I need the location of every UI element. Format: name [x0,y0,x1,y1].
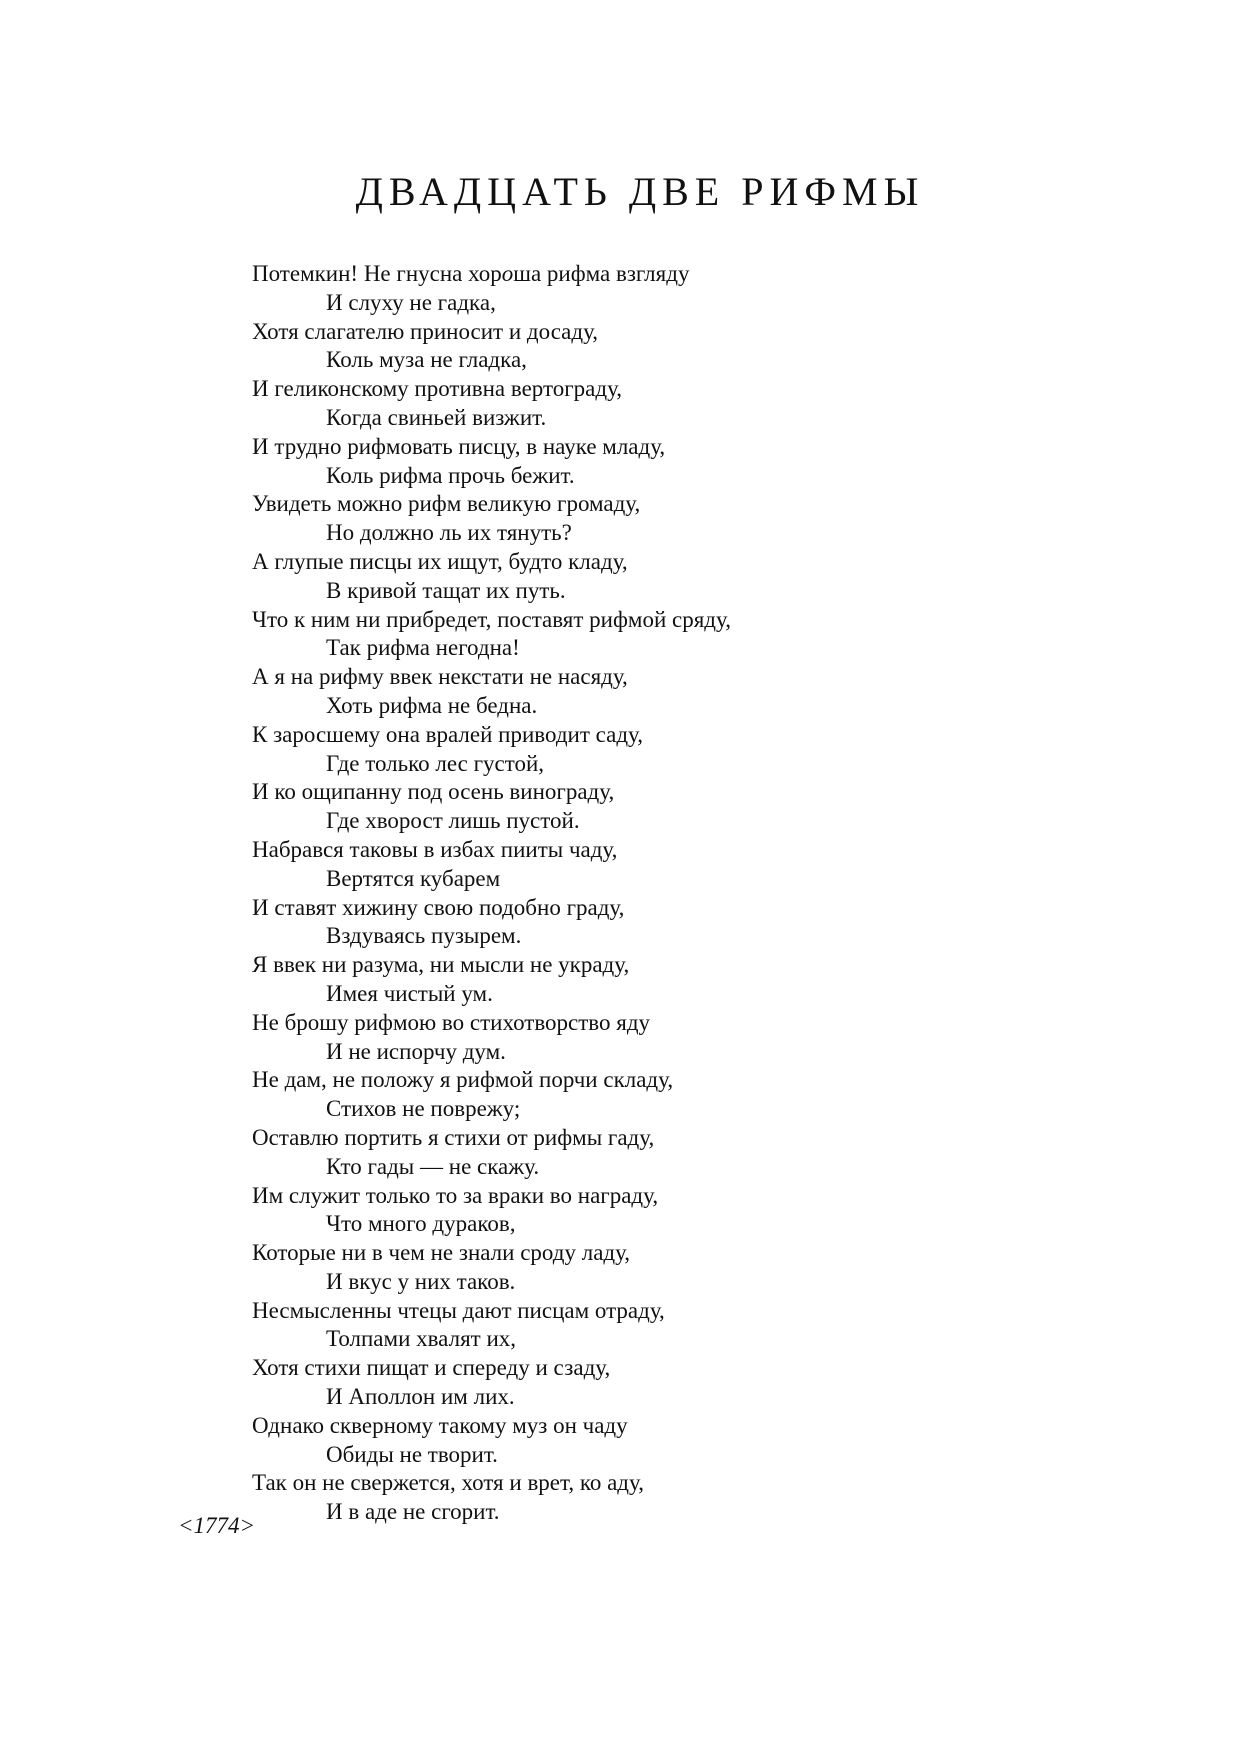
poem-line: Оставлю портить я стихи от рифмы гаду, [252,1124,655,1150]
poem-line: Хоть рифма не бедна. [326,692,538,718]
poem-line: Что к ним ни прибредет, поставят рифмой сряду, [252,606,731,632]
poem-line: Имея чистый ум. [326,980,493,1006]
poem-line: К заросшему она вралей приводит саду, [252,721,643,747]
poem-line: Но должно ль их тянуть? [326,520,572,546]
poem-line: Несмысленны чтецы дают писцам отраду, [252,1297,665,1323]
poem-date: <1774> [178,1513,256,1538]
poem-line: Где хворост лишь пустой. [326,808,580,834]
poem-line: И вкус у них таков. [326,1268,516,1294]
poem-body [252,260,1152,1527]
poem-line: Толпами хвалят их, [326,1326,517,1352]
poem-line: И трудно рифмовать писцу, в науке младу, [252,433,666,459]
poem-line: Обиды не творит. [326,1441,498,1467]
poem-line: Не брошу рифмою во стихотворство яду [252,1009,651,1035]
poem-line: Стихов не поврежу; [326,1096,521,1122]
poem-line: Набрався таковы в избах пииты чаду, [252,836,618,862]
poem-line: Когда свиньей визжит. [326,404,547,430]
poem-line: И Аполлон им лих. [326,1384,515,1410]
poem-line: Так он не свержется, хотя и врет, ко аду, [252,1470,644,1496]
poem-line: Им служит только то за враки во награду, [252,1182,659,1208]
poem-line: Вертятся кубарем [326,865,501,891]
poem-line: И в аде не сгорит. [326,1499,500,1525]
poem-line: И геликонскому противна вертограду, [252,376,623,402]
poem-line: Хотя слагателю приносит и досаду, [252,318,599,344]
poem-line: Что много дураков, [326,1211,516,1237]
poem-line-text: Потемкин! Не гнусна хор [252,261,502,286]
poem-line: И ставят хижину свою подобно граду, [252,894,625,920]
poem-line: Так рифма негодна! [326,635,520,661]
poem-line: Однако скверному такому муз он чаду [252,1412,628,1438]
stress-mark: о [501,261,514,286]
poem-line: И ко ощипанну под осень винограду, [252,779,615,805]
poem-line: И слуху не гадка, [326,289,496,315]
poem-line-text: ша рифма взгляду [513,261,690,286]
poem-line: Я ввек ни разума, ни мысли не украду, [252,952,630,978]
poem-line: Кто гады — не скажу. [326,1153,540,1179]
poem-line: А глупые писцы их ищут, будто кладу, [252,548,628,574]
poem-line: А я на рифму ввек некстати не насяду, [252,664,628,690]
poem-line: Коль муза не гладка, [326,347,527,373]
poem-line: Не дам, не положу я рифмой порчи складу, [252,1067,674,1093]
poem-line: Вздуваясь пузырем. [326,923,522,949]
poem-title: ДВАДЦАТЬ ДВЕ РИФМЫ [355,169,925,214]
poem-line: Где только лес густой, [326,750,545,776]
poem-line: Которые ни в чем не знали сроду ладу, [252,1240,631,1266]
poem-line: Увидеть можно рифм великую громаду, [252,491,641,517]
poem-line: Хотя стихи пищат и спереду и сзаду, [252,1355,611,1381]
poem-line [252,260,1152,289]
poem-line: И не испорчу дум. [326,1038,506,1064]
poem-line: В кривой тащат их путь. [326,577,566,603]
poem-line: Коль рифма прочь бежит. [326,462,575,488]
